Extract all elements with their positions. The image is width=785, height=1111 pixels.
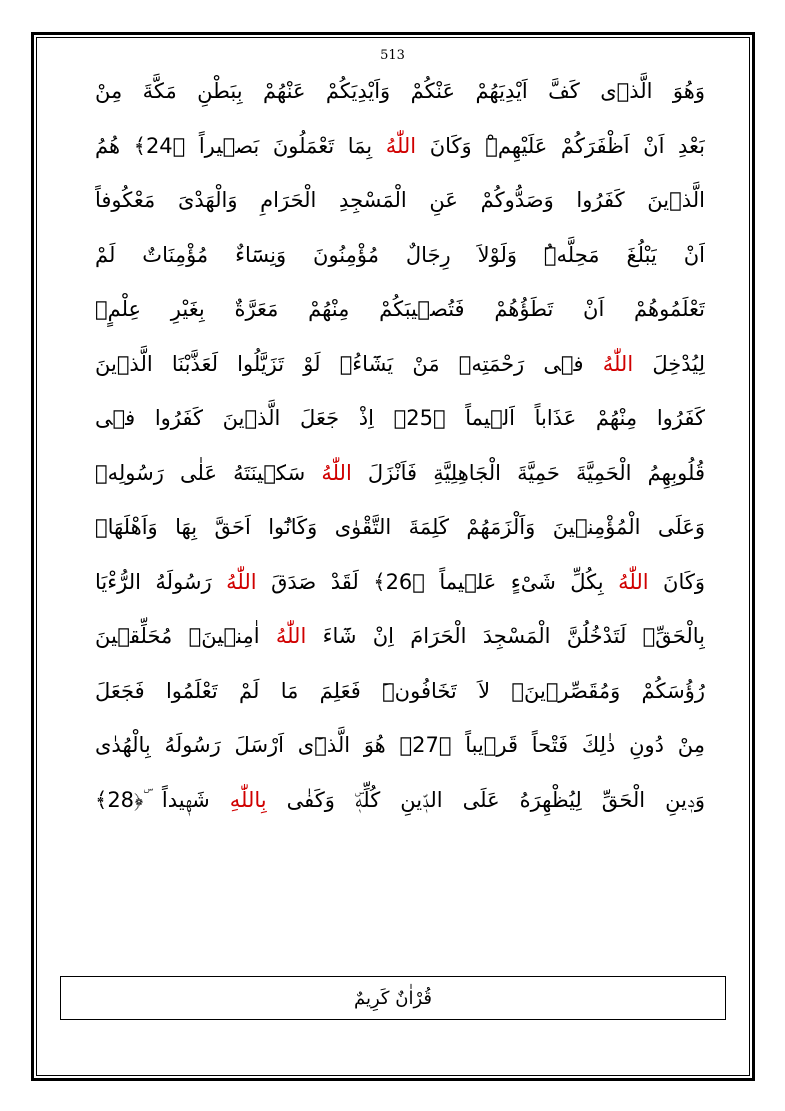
verse-line — [95, 718, 705, 773]
divine-name-highlight: بِاللّٰهِ — [229, 787, 267, 812]
footer-box — [60, 976, 726, 1020]
verse-text: بِكُلِّ شَىْءٍ عَلٖيماً ﴿26﴾ لَقَدْ صَدَقَ — [256, 569, 619, 594]
verse-text: كَفَرُوا مِنْهُمْ عَذَاباً اَلٖيماً ﴿25﴾ اِذْ جَعَلَ الَّذٖينَ كَفَرُوا فٖى — [95, 406, 705, 430]
verse-text: شَهٖيداً ۜ﴿28﴾ — [95, 787, 230, 812]
verse-text: تَعْلَمُوهُمْ اَنْ تَطَؤُهُمْ فَتُصٖيبَكُمْ مِنْهُمْ مَعَرَّةٌ بِغَيْرِ عِلْمٍۚ — [95, 297, 705, 321]
verse-line — [95, 173, 705, 228]
verse-line — [95, 664, 705, 719]
verse-line — [95, 228, 705, 283]
divine-name-highlight: اللّٰهُ — [602, 351, 634, 376]
verse-text: قُلُوبِهِمُ الْحَمِيَّةَ حَمِيَّةَ الْجَاهِلِيَّةِ فَاَنْزَلَ — [351, 460, 705, 485]
verse-line — [95, 391, 705, 446]
page-number: 513 — [380, 48, 405, 63]
verse-line — [95, 337, 705, 392]
verse-text: وَعَلَى الْمُؤْمِنٖينَ وَاَلْزَمَهُمْ كَلِمَةَ التَّقْوٰى وَكَانُٓوا اَحَقَّ بِهَا وَاَهْلَهَاۜ — [95, 515, 705, 539]
divine-name-highlight: اللّٰهُ — [275, 624, 307, 648]
verse-line — [95, 555, 705, 610]
verse-text: اٰمِنٖينَۙ مُحَلِّقٖينَ — [95, 624, 276, 648]
divine-name-highlight: اللّٰهُ — [385, 133, 417, 158]
verse-line — [95, 609, 705, 664]
verse-line — [95, 282, 705, 337]
divine-name-highlight: اللّٰهُ — [226, 569, 257, 594]
verse-text: بِمَا تَعْمَلُونَ بَصٖيراً ﴿24﴾ هُمُ — [95, 133, 386, 158]
verse-text: مِنْ دُونِ ذٰلِكَ فَتْحاً قَرٖيباً ﴿27﴾ هُوَ الَّذٖٓى اَرْسَلَ رَسُولَهُ بِالْهُدٰى — [95, 733, 705, 757]
verse-text: فٖى رَحْمَتِهٖ مَنْ يَشَٓاءُۚ لَوْ تَزَيَّلُوا لَعَذَّبْنَا الَّذٖينَ — [95, 351, 603, 376]
verse-text: رَسُولَهُ الرُّءْيَا — [95, 569, 227, 594]
verse-text: وَكَانَ — [648, 569, 705, 594]
footer-title: قُرْاٰنٌ كَرِيمٌ — [354, 988, 432, 1009]
verse-text: الَّذٖينَ كَفَرُوا وَصَدُّوكُمْ عَنِ الْمَسْجِدِ الْحَرَامِ وَالْهَدْىَ مَعْكُوفاً — [95, 188, 705, 212]
divine-name-highlight: اللّٰهُ — [618, 569, 649, 594]
verse-text: بِالْحَقِّۚ لَتَدْخُلُنَّ الْمَسْجِدَ الْحَرَامَ اِنْ شَٓاءَ — [306, 624, 705, 648]
verse-text: لِيُدْخِلَ — [633, 351, 705, 376]
verse-text: سَكٖينَتَهُ عَلٰى رَسُولِهٖ — [95, 460, 322, 485]
divine-name-highlight: اللّٰهُ — [321, 460, 352, 485]
verse-line — [95, 446, 705, 501]
verse-line — [95, 773, 705, 828]
verse-line — [95, 119, 705, 174]
verse-text: وَهُوَ الَّذٖى كَفَّ اَيْدِيَهُمْ عَنْكُمْ وَاَيْدِيَكُمْ عَنْهُمْ بِبَطْنِ مَكَّةَ مِنْ — [95, 79, 705, 103]
verse-text-block — [95, 64, 705, 827]
verse-text: رُؤُسَكُمْ وَمُقَصِّرٖينَۙ لاَ تَخَافُونَۜ فَعَلِمَ مَا لَمْ تَعْلَمُوا فَجَعَلَ — [95, 678, 705, 703]
verse-text: وَدٖينِ الْحَقِّ لِيُظْهِرَهُ عَلَى الدّٖينِ كُلِّهٖۜ وَكَفٰى — [266, 787, 705, 812]
verse-line — [95, 64, 705, 119]
verse-line — [95, 500, 705, 555]
verse-text: اَنْ يَبْلُغَ مَحِلَّهُۜ وَلَوْلاَ رِجَالٌ مُؤْمِنُونَ وَنِسَٓاءٌ مُؤْمِنَاتٌ لَمْ — [95, 242, 705, 267]
verse-text: بَعْدِ اَنْ اَظْفَرَكُمْ عَلَيْهِمْۜ وَكَانَ — [416, 133, 705, 158]
